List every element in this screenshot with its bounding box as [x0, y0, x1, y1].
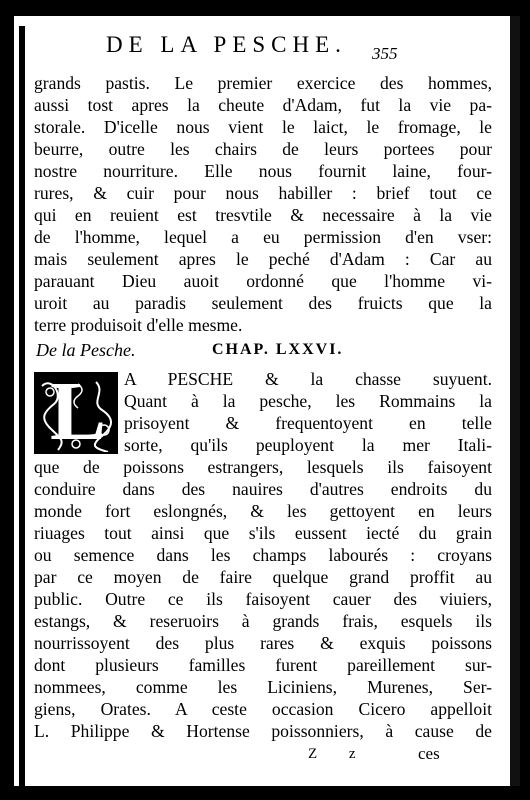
- body-line: conduire dans des nauires d'autres endroits du: [34, 479, 492, 499]
- body-line: aussi tost apres la cheute d'Adam, fut la vie pa-: [34, 95, 492, 115]
- page-right-edge: [510, 16, 520, 786]
- signature-mark: Z z: [308, 746, 370, 762]
- drop-cap-letter: L: [50, 372, 107, 454]
- body-line: giens, Orates. A ceste occasion Cicero appelloit: [34, 699, 492, 719]
- drop-cap: [34, 372, 118, 454]
- body-line: nostre nourriture. Elle nous fournit laine, four-: [34, 161, 492, 181]
- chapter-title: De la Pesche.: [36, 340, 136, 360]
- binding-edge: [19, 26, 25, 786]
- book-page: [14, 16, 520, 786]
- body-line: sorte, qu'ils peuployent la mer Itali-: [124, 435, 492, 455]
- catchword: ces: [418, 744, 440, 763]
- body-line: prisoyent & frequentoyent en telle: [124, 413, 492, 433]
- running-title: DE LA PESCHE.: [106, 32, 347, 57]
- body-line: monde fort eslongnés, & les gettoyent en leurs: [34, 501, 492, 521]
- body-line: nommees, comme les Liciniens, Murenes, Ser-: [34, 677, 492, 697]
- body-line: mais seulement apres le peché d'Adam : Car au: [34, 249, 492, 269]
- body-line: de l'homme, lequel a eu permission d'en vser:: [34, 227, 492, 247]
- body-line: uroit au paradis seulement des fruicts que la: [34, 293, 492, 313]
- body-line: beurre, outre les chairs de leurs portees pour: [34, 139, 492, 159]
- body-line: dont plusieurs familles furent pareillement sur-: [34, 655, 492, 675]
- body-line: A PESCHE & la chasse suyuent.: [124, 369, 492, 389]
- chapter-label: CHAP. LXXVI.: [212, 341, 344, 358]
- body-line: par ce moyen de faire quelque grand proffit au: [34, 567, 492, 587]
- body-line: ou semence dans les champs labourés : croyans: [34, 545, 492, 565]
- body-line: rures, & cuir pour nous habiller : brief tout ce: [34, 183, 492, 203]
- body-line: que de poissons estrangers, lesquels ils faisoyent: [34, 457, 492, 477]
- page-number: 355: [372, 44, 398, 63]
- body-line: grands pastis. Le premier exercice des hommes,: [34, 73, 492, 93]
- body-line: terre produisoit d'elle mesme.: [34, 315, 243, 335]
- chapter-heading: [34, 340, 492, 364]
- body-line: L. Philippe & Hortense poissonniers, à cause de: [34, 721, 492, 741]
- body-line: estangs, & reseruoirs à grands frais, esquels ils: [34, 611, 492, 631]
- body-line: parauant Dieu auoit ordonné que l'homme vi-: [34, 271, 492, 291]
- body-line: riuages tout ainsi que s'ils eussent iecté du grain: [34, 523, 492, 543]
- body-line: qui en reuient est tresvtile & necessaire à la vie: [34, 205, 492, 225]
- body-line: Quant à la pesche, les Rommains la: [124, 391, 492, 411]
- body-line: nourrissoyent des plus rares & exquis poissons: [34, 633, 492, 653]
- body-line: storale. D'icelle nous vient le laict, le fromage, le: [34, 117, 492, 137]
- body-line: public. Outre ce ils faisoyent cauer des viuiers,: [34, 589, 492, 609]
